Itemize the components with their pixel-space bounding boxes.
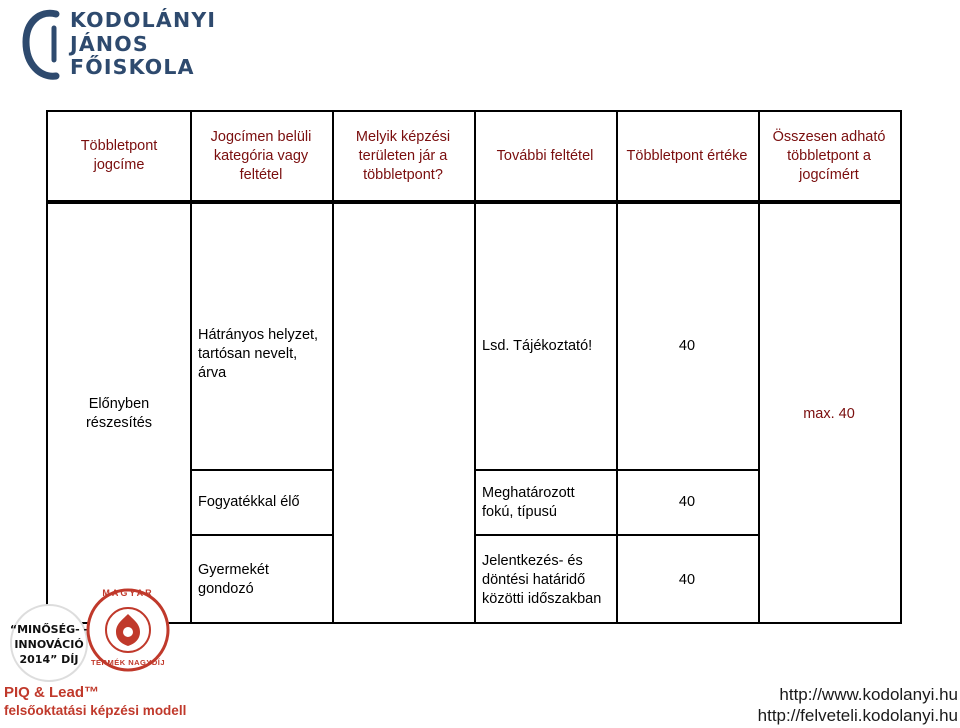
logo-line-2: JÁNOS bbox=[70, 31, 149, 56]
header-cell-tovabbi bbox=[474, 112, 616, 200]
total-text: max. 40 bbox=[803, 405, 855, 422]
header-osszesen: Összesen adható többletpont a jogcímért bbox=[772, 128, 886, 183]
row-3-category-text: Gyermekét gondozó bbox=[198, 562, 269, 597]
quality-award-badge bbox=[8, 602, 90, 684]
header-cell-ertek bbox=[616, 112, 758, 200]
row-2-category bbox=[190, 471, 332, 534]
logo-mark-icon bbox=[18, 8, 66, 84]
row-1-value-text: 40 bbox=[678, 338, 696, 354]
brand-tagline: felsőoktatási képzési modell bbox=[4, 703, 187, 718]
header-kategoria: Jogcímen belüli kategória vagy feltétel bbox=[210, 128, 312, 183]
header-cell-osszesen bbox=[758, 112, 900, 200]
row-1-category-text: Hátrányos helyzet, tartósan nevelt, árva bbox=[198, 327, 319, 381]
row-1-category bbox=[190, 204, 332, 469]
row-3-value bbox=[616, 536, 758, 624]
header-tovabbi: További feltétel bbox=[496, 147, 594, 164]
column-divider-2 bbox=[332, 112, 334, 622]
row-2-value bbox=[616, 471, 758, 534]
seal-bottom-text: TERMÉK NAGYDÍJ bbox=[90, 658, 166, 667]
footer-urls bbox=[758, 684, 958, 726]
logo-line-1: KODOLÁNYI bbox=[70, 8, 217, 32]
header-cell-jogcim bbox=[48, 112, 190, 200]
url-main[interactable]: http://www.kodolanyi.hu bbox=[779, 685, 958, 704]
brand-block bbox=[4, 684, 186, 720]
row-2-value-text: 40 bbox=[678, 494, 696, 510]
brand-name: PIQ & Lead™ bbox=[4, 684, 100, 701]
seal-top-text: MAGYAR bbox=[102, 588, 154, 598]
header-ertek: Többletpont értéke bbox=[626, 147, 748, 164]
header-cell-kategoria bbox=[190, 112, 332, 200]
row-1-condition-text: Lsd. Tájékoztató! bbox=[482, 338, 593, 354]
jogcim-cell bbox=[48, 204, 190, 624]
header-terulet: Melyik képzési területen jár a többletpont? bbox=[355, 128, 451, 183]
row-3-condition bbox=[474, 536, 616, 624]
magyar-termek-seal bbox=[84, 586, 172, 674]
kodolanyi-logo bbox=[18, 8, 217, 84]
url-admission[interactable]: http://felveteli.kodolanyi.hu bbox=[757, 706, 958, 725]
row-3-value-text: 40 bbox=[678, 571, 696, 588]
header-jogcim: Többletpont jogcíme bbox=[80, 138, 158, 173]
row-1-condition bbox=[474, 204, 616, 469]
row-3-condition-text: Jelentkezés- és döntési határidő közötti időszakban bbox=[482, 552, 602, 607]
jogcim-text: Előnyben részesítés bbox=[85, 396, 153, 431]
row-1-value bbox=[616, 204, 758, 469]
logo-line-3: FŐISKOLA bbox=[70, 55, 195, 79]
row-2-condition-text: Meghatározott fokú, típusú bbox=[482, 484, 575, 520]
header-cell-terulet bbox=[332, 112, 474, 200]
row-3-category bbox=[190, 536, 332, 624]
row-2-condition bbox=[474, 471, 616, 534]
logo-text bbox=[70, 9, 216, 80]
extra-points-table bbox=[46, 110, 902, 624]
total-cell bbox=[758, 204, 900, 624]
quality-award-text: “MINŐSÉG- -INNOVÁCIÓ 2014” DÍJ bbox=[9, 623, 89, 666]
row-2-category-text: Fogyatékkal élő bbox=[198, 494, 300, 510]
